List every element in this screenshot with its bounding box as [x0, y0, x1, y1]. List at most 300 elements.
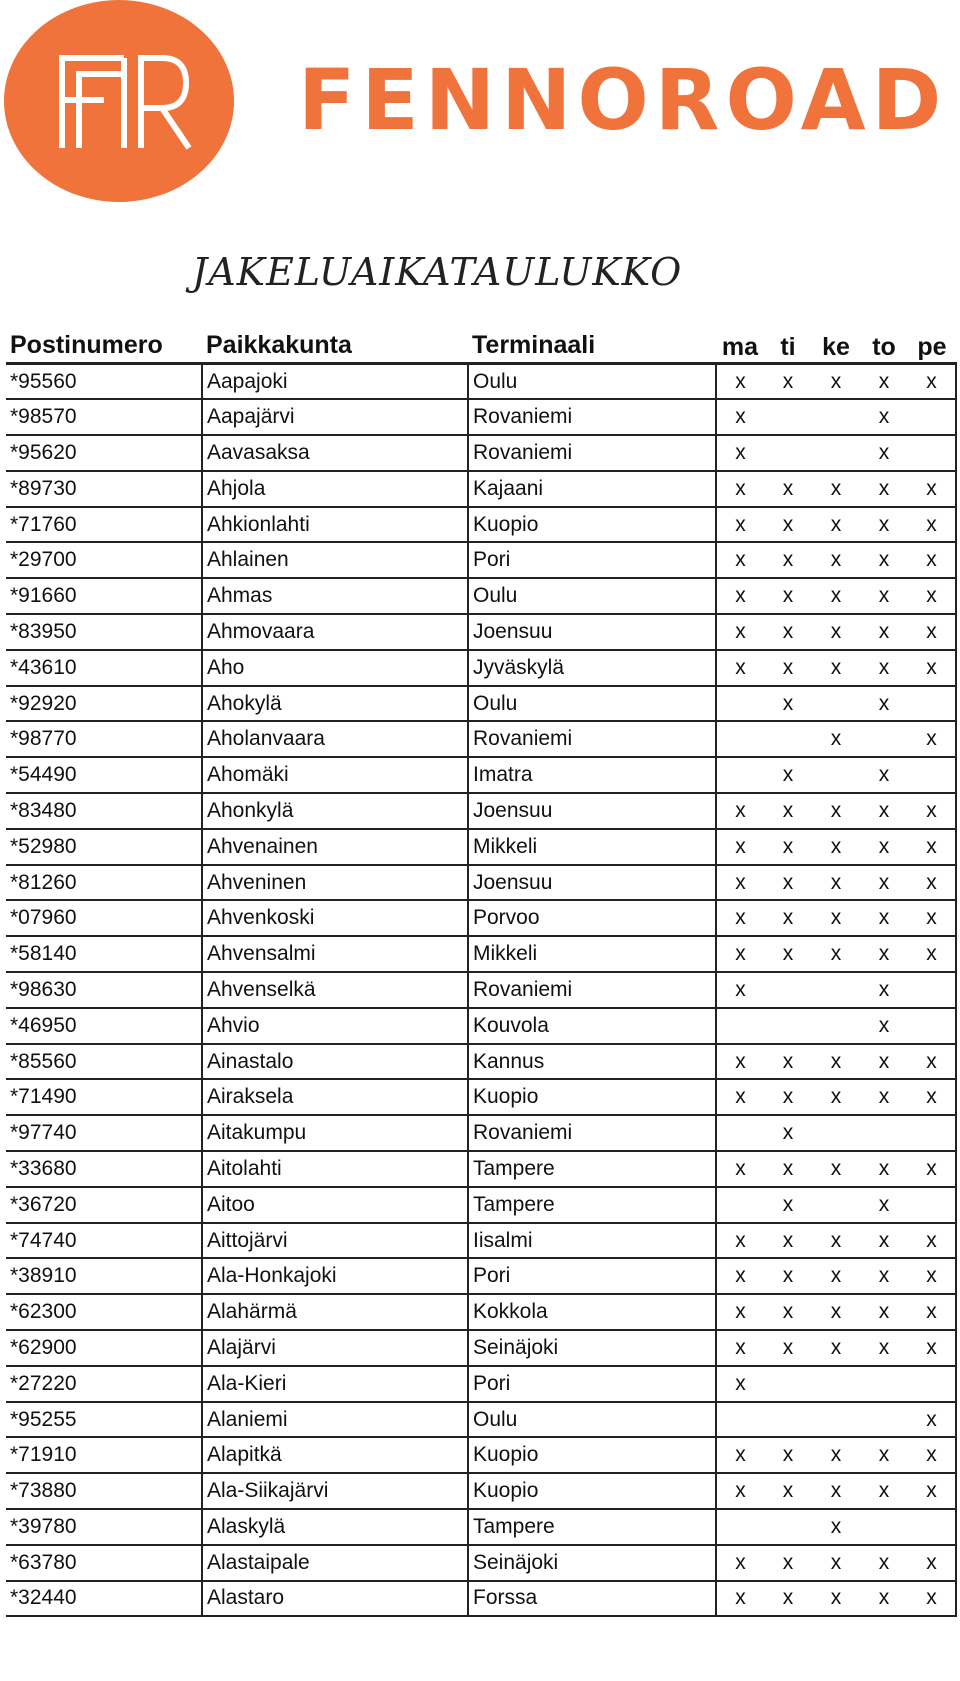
place-cell: Aitoo	[202, 1187, 468, 1223]
day-cell-pe: x	[908, 364, 956, 400]
day-cell-to: x	[860, 1330, 908, 1366]
table-row	[6, 542, 956, 578]
day-cell-pe: x	[908, 1402, 956, 1438]
header-pe: pe	[917, 333, 947, 361]
day-cell-to: x	[860, 757, 908, 793]
day-cell-pe: x	[908, 1079, 956, 1115]
table-row	[6, 1223, 956, 1259]
day-cell-ke	[812, 1402, 860, 1438]
table-row	[6, 936, 956, 972]
day-cell-to: x	[860, 435, 908, 471]
day-cell-to: x	[860, 1187, 908, 1223]
day-cell-to	[860, 1509, 908, 1545]
place-cell: Ahjola	[202, 471, 468, 507]
terminal-cell: Rovaniemi	[468, 1115, 716, 1151]
table-header-row	[6, 328, 956, 364]
day-cell-ti: x	[764, 1079, 812, 1115]
day-cell-ti	[764, 1008, 812, 1044]
place-cell: Aapajärvi	[202, 399, 468, 435]
day-cell-ti: x	[764, 829, 812, 865]
place-cell: Ahmovaara	[202, 614, 468, 650]
day-cell-ti: x	[764, 614, 812, 650]
place-cell: Airaksela	[202, 1079, 468, 1115]
day-cell-pe: x	[908, 1223, 956, 1259]
day-cell-ke: x	[812, 936, 860, 972]
day-cell-ke	[812, 399, 860, 435]
day-cell-ke: x	[812, 1294, 860, 1330]
postal-code-cell: *46950	[6, 1008, 202, 1044]
day-cell-ti: x	[764, 507, 812, 543]
terminal-cell: Imatra	[468, 757, 716, 793]
day-cell-ke	[812, 1115, 860, 1151]
day-cell-ti: x	[764, 1223, 812, 1259]
place-cell: Alahärmä	[202, 1294, 468, 1330]
table-row	[6, 721, 956, 757]
day-cell-ti: x	[764, 1545, 812, 1581]
day-cell-ma: x	[716, 865, 764, 901]
day-cell-ti	[764, 972, 812, 1008]
day-cell-ke	[812, 972, 860, 1008]
table-row	[6, 1008, 956, 1044]
day-cell-ma: x	[716, 435, 764, 471]
day-cell-ti	[764, 1509, 812, 1545]
day-cell-ke: x	[812, 1079, 860, 1115]
day-cell-ti: x	[764, 757, 812, 793]
day-cell-ke	[812, 1187, 860, 1223]
day-cell-pe: x	[908, 1545, 956, 1581]
day-cell-ma	[716, 1509, 764, 1545]
terminal-cell: Rovaniemi	[468, 721, 716, 757]
day-cell-pe: x	[908, 936, 956, 972]
day-cell-ti: x	[764, 650, 812, 686]
day-cell-pe: x	[908, 507, 956, 543]
place-cell: Aholanvaara	[202, 721, 468, 757]
day-cell-ma: x	[716, 614, 764, 650]
day-cell-ma: x	[716, 542, 764, 578]
day-cell-pe: x	[908, 578, 956, 614]
terminal-cell: Kuopio	[468, 1437, 716, 1473]
table-row	[6, 578, 956, 614]
table-row	[6, 757, 956, 793]
postal-code-cell: *39780	[6, 1509, 202, 1545]
day-cell-pe	[908, 1187, 956, 1223]
day-cell-to: x	[860, 578, 908, 614]
table-row	[6, 1545, 956, 1581]
terminal-cell: Mikkeli	[468, 936, 716, 972]
day-cell-ma: x	[716, 364, 764, 400]
table-row	[6, 1187, 956, 1223]
header-paikkakunta: Paikkakunta	[206, 331, 352, 359]
day-cell-ma: x	[716, 793, 764, 829]
terminal-cell: Kajaani	[468, 471, 716, 507]
place-cell: Ahvenselkä	[202, 972, 468, 1008]
day-cell-ma	[716, 757, 764, 793]
place-cell: Alaskylä	[202, 1509, 468, 1545]
postal-code-cell: *98570	[6, 399, 202, 435]
place-cell: Ala-Honkajoki	[202, 1258, 468, 1294]
day-cell-to: x	[860, 1473, 908, 1509]
day-cell-to: x	[860, 542, 908, 578]
terminal-cell: Forssa	[468, 1581, 716, 1617]
postal-code-cell: *92920	[6, 686, 202, 722]
terminal-cell: Kannus	[468, 1044, 716, 1080]
day-cell-pe	[908, 757, 956, 793]
terminal-cell: Mikkeli	[468, 829, 716, 865]
day-cell-ti: x	[764, 1151, 812, 1187]
postal-code-cell: *81260	[6, 865, 202, 901]
day-cell-ma: x	[716, 936, 764, 972]
table-row	[6, 865, 956, 901]
day-cell-pe: x	[908, 650, 956, 686]
terminal-cell: Pori	[468, 1258, 716, 1294]
terminal-cell: Kuopio	[468, 1473, 716, 1509]
day-cell-to: x	[860, 1008, 908, 1044]
place-cell: Ahvio	[202, 1008, 468, 1044]
day-cell-to: x	[860, 650, 908, 686]
terminal-cell: Kuopio	[468, 507, 716, 543]
place-cell: Alajärvi	[202, 1330, 468, 1366]
day-cell-pe: x	[908, 1473, 956, 1509]
postal-code-cell: *83480	[6, 793, 202, 829]
place-cell: Ahkionlahti	[202, 507, 468, 543]
postal-code-cell: *97740	[6, 1115, 202, 1151]
day-cell-ke: x	[812, 1258, 860, 1294]
day-cell-ti	[764, 721, 812, 757]
table-row	[6, 1115, 956, 1151]
postal-code-cell: *74740	[6, 1223, 202, 1259]
postal-code-cell: *33680	[6, 1151, 202, 1187]
day-cell-ma	[716, 1115, 764, 1151]
day-cell-ti: x	[764, 542, 812, 578]
table-row	[6, 793, 956, 829]
day-cell-pe: x	[908, 865, 956, 901]
postal-code-cell: *62900	[6, 1330, 202, 1366]
day-cell-ma: x	[716, 471, 764, 507]
postal-code-cell: *43610	[6, 650, 202, 686]
page-title: JAKELUAIKATAULUKKO	[192, 250, 683, 294]
day-cell-pe	[908, 1008, 956, 1044]
table-row	[6, 1366, 956, 1402]
day-cell-ma: x	[716, 972, 764, 1008]
day-cell-to: x	[860, 1151, 908, 1187]
place-cell: Ahvenkoski	[202, 900, 468, 936]
day-cell-ti: x	[764, 1115, 812, 1151]
day-cell-pe: x	[908, 900, 956, 936]
table-row	[6, 1330, 956, 1366]
day-cell-pe	[908, 686, 956, 722]
day-cell-to: x	[860, 614, 908, 650]
day-cell-ke: x	[812, 507, 860, 543]
day-cell-ke	[812, 1366, 860, 1402]
place-cell: Ahvenainen	[202, 829, 468, 865]
day-cell-ke: x	[812, 1044, 860, 1080]
day-cell-ti: x	[764, 793, 812, 829]
postal-code-cell: *63780	[6, 1545, 202, 1581]
day-cell-ti: x	[764, 471, 812, 507]
day-cell-ke: x	[812, 793, 860, 829]
day-cell-to: x	[860, 399, 908, 435]
header-logo	[0, 0, 960, 210]
place-cell: Aho	[202, 650, 468, 686]
day-cell-pe: x	[908, 1330, 956, 1366]
place-cell: Ala-Siikajärvi	[202, 1473, 468, 1509]
postal-code-cell: *85560	[6, 1044, 202, 1080]
day-cell-ma	[716, 1402, 764, 1438]
day-cell-to: x	[860, 936, 908, 972]
postal-code-cell: *62300	[6, 1294, 202, 1330]
day-cell-ke	[812, 435, 860, 471]
table-row	[6, 1581, 956, 1617]
table-row	[6, 1437, 956, 1473]
day-cell-ke	[812, 1008, 860, 1044]
schedule-table-wrapper	[6, 328, 956, 1617]
day-cell-pe: x	[908, 721, 956, 757]
day-cell-ke: x	[812, 650, 860, 686]
postal-code-cell: *89730	[6, 471, 202, 507]
table-row	[6, 507, 956, 543]
table-row	[6, 650, 956, 686]
day-cell-ma	[716, 1008, 764, 1044]
day-cell-pe: x	[908, 1151, 956, 1187]
day-cell-to: x	[860, 865, 908, 901]
day-cell-ti	[764, 399, 812, 435]
table-row	[6, 686, 956, 722]
postal-code-cell: *54490	[6, 757, 202, 793]
postal-code-cell: *29700	[6, 542, 202, 578]
terminal-cell: Tampere	[468, 1509, 716, 1545]
day-cell-ma: x	[716, 650, 764, 686]
day-cell-ke: x	[812, 1473, 860, 1509]
terminal-cell: Kouvola	[468, 1008, 716, 1044]
day-cell-to: x	[860, 829, 908, 865]
postal-code-cell: *95620	[6, 435, 202, 471]
day-cell-ti	[764, 1402, 812, 1438]
place-cell: Ahokylä	[202, 686, 468, 722]
day-cell-ke: x	[812, 1330, 860, 1366]
terminal-cell: Jyväskylä	[468, 650, 716, 686]
day-cell-ti: x	[764, 1044, 812, 1080]
day-cell-ke: x	[812, 1509, 860, 1545]
table-body	[6, 364, 956, 1617]
day-cell-pe	[908, 1509, 956, 1545]
postal-code-cell: *95255	[6, 1402, 202, 1438]
brand-name: FENNOROAD	[298, 51, 948, 149]
day-cell-to: x	[860, 1545, 908, 1581]
table-row	[6, 1151, 956, 1187]
postal-code-cell: *95560	[6, 364, 202, 400]
day-cell-pe: x	[908, 542, 956, 578]
table-row	[6, 1473, 956, 1509]
postal-code-cell: *58140	[6, 936, 202, 972]
day-cell-ti: x	[764, 364, 812, 400]
day-cell-ma	[716, 721, 764, 757]
day-cell-to	[860, 1115, 908, 1151]
day-cell-to: x	[860, 1258, 908, 1294]
place-cell: Aittojärvi	[202, 1223, 468, 1259]
terminal-cell: Tampere	[468, 1151, 716, 1187]
postal-code-cell: *71760	[6, 507, 202, 543]
day-cell-pe	[908, 972, 956, 1008]
day-cell-ma: x	[716, 1330, 764, 1366]
terminal-cell: Kuopio	[468, 1079, 716, 1115]
day-cell-ti: x	[764, 1581, 812, 1617]
day-cell-to	[860, 721, 908, 757]
postal-code-cell: *32440	[6, 1581, 202, 1617]
terminal-cell: Joensuu	[468, 865, 716, 901]
day-cell-pe: x	[908, 1437, 956, 1473]
day-cell-to: x	[860, 972, 908, 1008]
day-cell-ma	[716, 686, 764, 722]
day-cell-ke: x	[812, 1581, 860, 1617]
day-cell-ma: x	[716, 1473, 764, 1509]
day-cell-to	[860, 1402, 908, 1438]
day-cell-to	[860, 1366, 908, 1402]
postal-code-cell: *98770	[6, 721, 202, 757]
day-cell-to: x	[860, 364, 908, 400]
day-cell-to: x	[860, 793, 908, 829]
day-cell-ma: x	[716, 1545, 764, 1581]
terminal-cell: Rovaniemi	[468, 435, 716, 471]
day-cell-ke: x	[812, 471, 860, 507]
day-cell-ti	[764, 1366, 812, 1402]
postal-code-cell: *71910	[6, 1437, 202, 1473]
day-cell-ke: x	[812, 1151, 860, 1187]
day-cell-ke: x	[812, 829, 860, 865]
day-cell-to: x	[860, 1294, 908, 1330]
table-row	[6, 1402, 956, 1438]
day-cell-ke: x	[812, 1437, 860, 1473]
terminal-cell: Oulu	[468, 578, 716, 614]
day-cell-ma: x	[716, 1151, 764, 1187]
day-cell-ke: x	[812, 900, 860, 936]
terminal-cell: Oulu	[468, 364, 716, 400]
day-cell-ma: x	[716, 900, 764, 936]
header-ke: ke	[822, 333, 850, 361]
day-cell-ma: x	[716, 1366, 764, 1402]
day-cell-to: x	[860, 1437, 908, 1473]
header-to: to	[872, 333, 896, 361]
place-cell: Ahvensalmi	[202, 936, 468, 972]
place-cell: Alastaipale	[202, 1545, 468, 1581]
day-cell-ma: x	[716, 1258, 764, 1294]
day-cell-ti: x	[764, 1187, 812, 1223]
place-cell: Ahmas	[202, 578, 468, 614]
day-cell-ke	[812, 686, 860, 722]
terminal-cell: Joensuu	[468, 793, 716, 829]
place-cell: Ala-Kieri	[202, 1366, 468, 1402]
place-cell: Ahlainen	[202, 542, 468, 578]
day-cell-pe	[908, 435, 956, 471]
table-row	[6, 471, 956, 507]
day-cell-pe: x	[908, 1581, 956, 1617]
place-cell: Alapitkä	[202, 1437, 468, 1473]
table-row	[6, 435, 956, 471]
table-row	[6, 900, 956, 936]
day-cell-ti: x	[764, 936, 812, 972]
terminal-cell: Rovaniemi	[468, 972, 716, 1008]
place-cell: Ahonkylä	[202, 793, 468, 829]
day-cell-ma: x	[716, 578, 764, 614]
place-cell: Alastaro	[202, 1581, 468, 1617]
day-cell-ma: x	[716, 1437, 764, 1473]
postal-code-cell: *52980	[6, 829, 202, 865]
postal-code-cell: *98630	[6, 972, 202, 1008]
day-cell-ke: x	[812, 1545, 860, 1581]
day-cell-to: x	[860, 471, 908, 507]
day-cell-pe: x	[908, 1258, 956, 1294]
terminal-cell: Porvoo	[468, 900, 716, 936]
place-cell: Alaniemi	[202, 1402, 468, 1438]
day-cell-to: x	[860, 900, 908, 936]
header-ti: ti	[780, 333, 796, 361]
fennoroad-logo-icon	[4, 0, 234, 202]
place-cell: Ahveninen	[202, 865, 468, 901]
day-cell-pe: x	[908, 829, 956, 865]
table-row	[6, 364, 956, 400]
table-row	[6, 1509, 956, 1545]
table-row	[6, 1258, 956, 1294]
day-cell-pe: x	[908, 793, 956, 829]
header-postinumero: Postinumero	[10, 331, 163, 359]
day-cell-ma: x	[716, 507, 764, 543]
table-row	[6, 829, 956, 865]
terminal-cell: Rovaniemi	[468, 399, 716, 435]
day-cell-ma: x	[716, 1223, 764, 1259]
postal-code-cell: *91660	[6, 578, 202, 614]
table-row	[6, 1294, 956, 1330]
table-row	[6, 399, 956, 435]
terminal-cell: Oulu	[468, 1402, 716, 1438]
day-cell-pe: x	[908, 1294, 956, 1330]
place-cell: Ahomäki	[202, 757, 468, 793]
terminal-cell: Oulu	[468, 686, 716, 722]
day-cell-ma: x	[716, 829, 764, 865]
day-cell-pe: x	[908, 614, 956, 650]
day-cell-pe	[908, 1115, 956, 1151]
day-cell-to: x	[860, 1223, 908, 1259]
day-cell-ma: x	[716, 1044, 764, 1080]
day-cell-ti: x	[764, 865, 812, 901]
schedule-table	[6, 328, 957, 1617]
day-cell-ti: x	[764, 900, 812, 936]
postal-code-cell: *83950	[6, 614, 202, 650]
day-cell-ti: x	[764, 1294, 812, 1330]
day-cell-to: x	[860, 1079, 908, 1115]
day-cell-ke: x	[812, 865, 860, 901]
day-cell-ke: x	[812, 578, 860, 614]
postal-code-cell: *71490	[6, 1079, 202, 1115]
terminal-cell: Tampere	[468, 1187, 716, 1223]
terminal-cell: Iisalmi	[468, 1223, 716, 1259]
table-row	[6, 972, 956, 1008]
day-cell-ke: x	[812, 614, 860, 650]
day-cell-ma	[716, 1187, 764, 1223]
terminal-cell: Pori	[468, 542, 716, 578]
day-cell-ti: x	[764, 686, 812, 722]
day-cell-pe: x	[908, 1044, 956, 1080]
place-cell: Aitolahti	[202, 1151, 468, 1187]
terminal-cell: Kokkola	[468, 1294, 716, 1330]
day-cell-ma: x	[716, 1581, 764, 1617]
day-cell-ti	[764, 435, 812, 471]
day-cell-ma: x	[716, 399, 764, 435]
header-terminaali: Terminaali	[472, 331, 596, 359]
header-ma: ma	[721, 333, 759, 361]
day-cell-ti: x	[764, 1473, 812, 1509]
day-cell-ti: x	[764, 1330, 812, 1366]
day-cell-ti: x	[764, 1437, 812, 1473]
table-row	[6, 1079, 956, 1115]
